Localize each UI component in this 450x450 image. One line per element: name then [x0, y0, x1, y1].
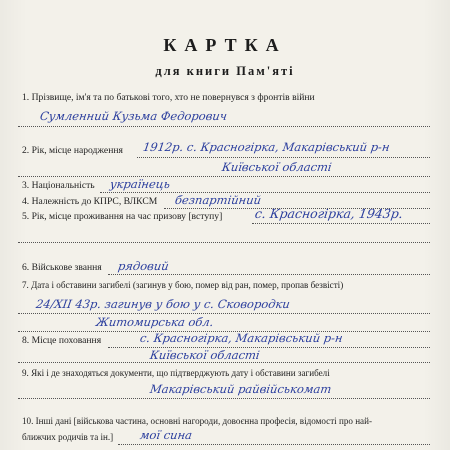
field-1-line	[18, 126, 430, 127]
field-1-value: Сумленний Кузьма Федорович	[39, 109, 228, 123]
field-3-value: українець	[109, 177, 172, 191]
field-8-line-2	[18, 362, 430, 363]
field-3-label: 3. Національність	[22, 180, 95, 191]
card-subtitle: для книги Пам'яті	[155, 64, 295, 78]
field-6-line	[108, 274, 430, 275]
field-4-label: 4. Належність до КПРС, ВЛКСМ	[22, 196, 158, 207]
field-2-value: 1912р. с. Красногірка, Макарівський р-н	[142, 140, 391, 154]
field-10-label-2: ближчих родичів та ін.]	[22, 432, 114, 442]
field-10-value: мої сина	[139, 428, 194, 442]
field-6-value: рядовий	[117, 259, 170, 273]
field-8-label: 8. Місце поховання	[22, 335, 102, 346]
field-10-label: 10. Інші дані [військова частина, основні нагороди, довоєнна професія, відомості про най-	[22, 416, 372, 426]
field-2-line-2	[18, 176, 430, 177]
field-2-line	[137, 157, 430, 158]
field-7-label: 7. Дата і обставини загибелі (загинув у бою, помер від ран, помер, пропав безвісті)	[22, 280, 344, 290]
field-5-value: с. Красногірка, 1943р.	[253, 206, 404, 221]
field-1-label: 1. Прізвище, ім'я та по батькові того, хто не повернувся з фронтів війни	[22, 92, 315, 103]
field-8-value: с. Красногірка, Макарівський р-н	[139, 331, 344, 345]
field-9-value: Макарівський райвійськомат	[149, 382, 333, 396]
field-4-value: безпартійний	[174, 193, 263, 207]
field-3-line	[100, 192, 430, 193]
field-5-line-2	[18, 242, 430, 243]
field-8-value-2: Київської області	[149, 348, 261, 362]
field-5-line	[252, 223, 430, 224]
card-title: КАРТКА	[163, 35, 287, 55]
field-10-line	[118, 444, 430, 445]
field-7-value-2: Житомирська обл.	[95, 315, 215, 329]
field-6-label: 6. Військове звання	[22, 262, 102, 273]
field-2-label: 2. Рік, місце народження	[22, 145, 123, 156]
field-5-label: 5. Рік, місце проживання на час призову [вступу]	[22, 211, 223, 222]
field-9-line	[18, 398, 430, 399]
field-9-label: 9. Які і де знаходяться документи, що підтверджують дату і обставини загибелі	[22, 368, 330, 378]
field-7-line	[18, 313, 430, 314]
field-2-value-2: Київської області	[221, 160, 333, 174]
field-7-value: 24/XII 43р. загинув у бою у с. Сковородки	[35, 297, 291, 311]
